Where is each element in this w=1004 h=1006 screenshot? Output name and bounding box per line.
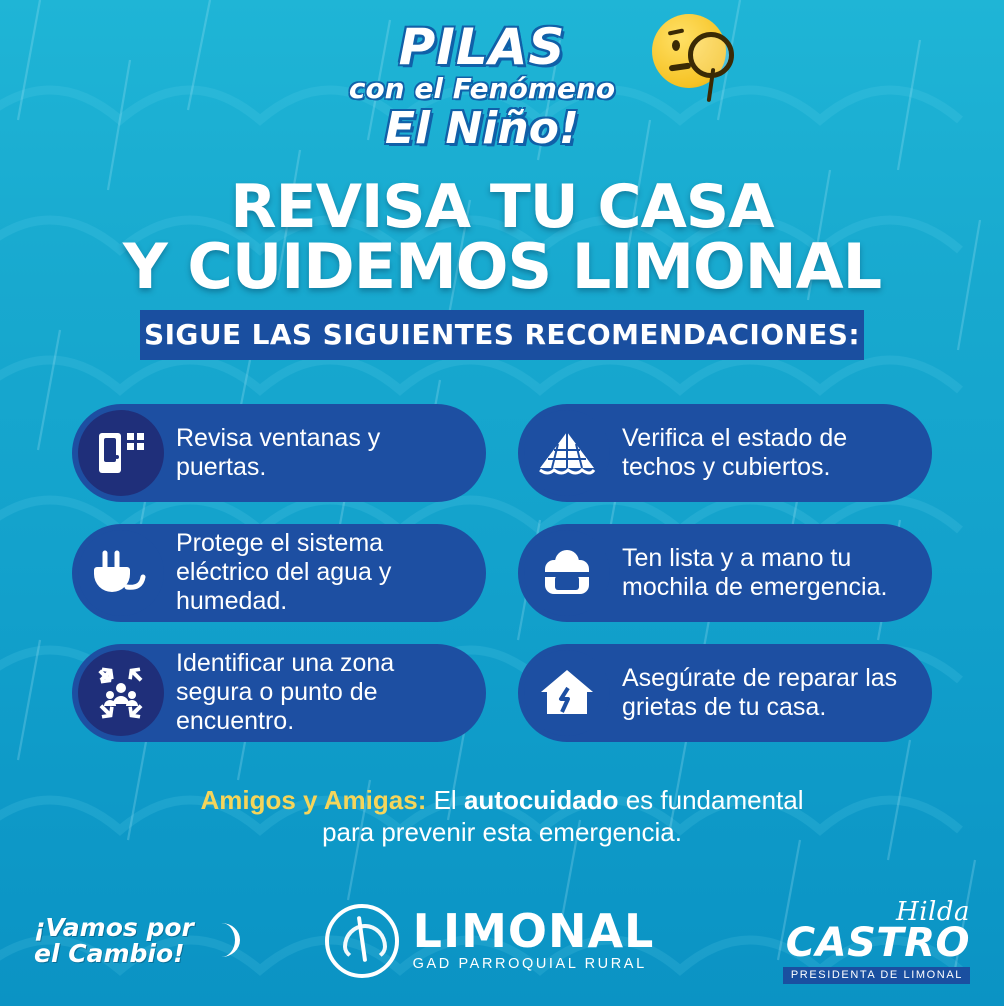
headline-line-1: REVISA TU CASA — [230, 172, 774, 242]
logo-line-fenomeno: con el Fenómeno — [348, 72, 616, 105]
campaign-logo — [0, 0, 1004, 160]
thinking-face-monocle-icon — [652, 14, 726, 88]
vamos-por-el-cambio-logo — [34, 912, 234, 968]
note-mid-2: es fundamental — [618, 784, 804, 815]
headline-line-2: Y CUIDEMOS LIMONAL — [122, 229, 882, 303]
logo-line-elnino: El Niño! — [385, 102, 579, 154]
hilda-castro-logo — [765, 896, 970, 984]
tip-item — [518, 404, 932, 502]
wheat-circle-icon — [325, 904, 399, 978]
limonal-gad-logo — [325, 904, 655, 978]
cracked-house-icon — [524, 650, 610, 736]
footer-right-line-2: CASTRO — [785, 919, 970, 966]
swoosh-icon — [209, 923, 240, 957]
footer-center-sub: GAD PARROQUIAL RURAL — [412, 956, 647, 973]
safe-meeting-point-icon — [78, 650, 164, 736]
tips-grid — [72, 404, 932, 742]
tip-item — [518, 524, 932, 622]
tip-item — [72, 644, 486, 742]
tip-label: Identificar una zona segura o punto de encuentro. — [176, 649, 395, 735]
footer-right-line-1: Hilda — [896, 896, 970, 927]
footer-left-line-1: ¡Vamos por — [34, 912, 194, 942]
recommendations-banner: SIGUE LAS SIGUIENTES RECOMENDACIONES: — [140, 310, 864, 360]
roof-icon — [524, 410, 610, 496]
footer-center-name: LIMONAL — [412, 903, 655, 958]
note-line-2: para prevenir esta emergencia. — [322, 817, 682, 848]
page-title — [0, 172, 1004, 303]
tip-label: Protege el sistema eléctrico del agua y humedad. — [176, 529, 392, 615]
footer-bar — [0, 886, 1004, 996]
note-bold: autocuidado — [463, 784, 619, 815]
tip-label: Verifica el estado de techos y cubiertos. — [622, 423, 848, 481]
logo-line-pilas: PILAS — [398, 18, 566, 76]
tip-label: Revisa ventanas y puertas. — [176, 423, 381, 481]
door-window-icon — [78, 410, 164, 496]
footer-right-line-3: PRESIDENTA DE LIMONAL — [783, 967, 970, 984]
tip-item — [518, 644, 932, 742]
footer-left-line-2: el Cambio! — [34, 939, 185, 968]
power-plug-icon — [78, 530, 164, 616]
note-mid-1: El — [426, 784, 464, 815]
closing-note — [62, 784, 942, 849]
tip-item — [72, 524, 486, 622]
tip-label: Asegúrate de reparar las grietas de tu casa. — [622, 663, 898, 721]
tip-item — [72, 404, 486, 502]
tip-label: Ten lista y a mano tu mochila de emergencia. — [622, 543, 888, 601]
backpack-icon — [524, 530, 610, 616]
note-highlight: Amigos y Amigas: — [200, 784, 427, 815]
